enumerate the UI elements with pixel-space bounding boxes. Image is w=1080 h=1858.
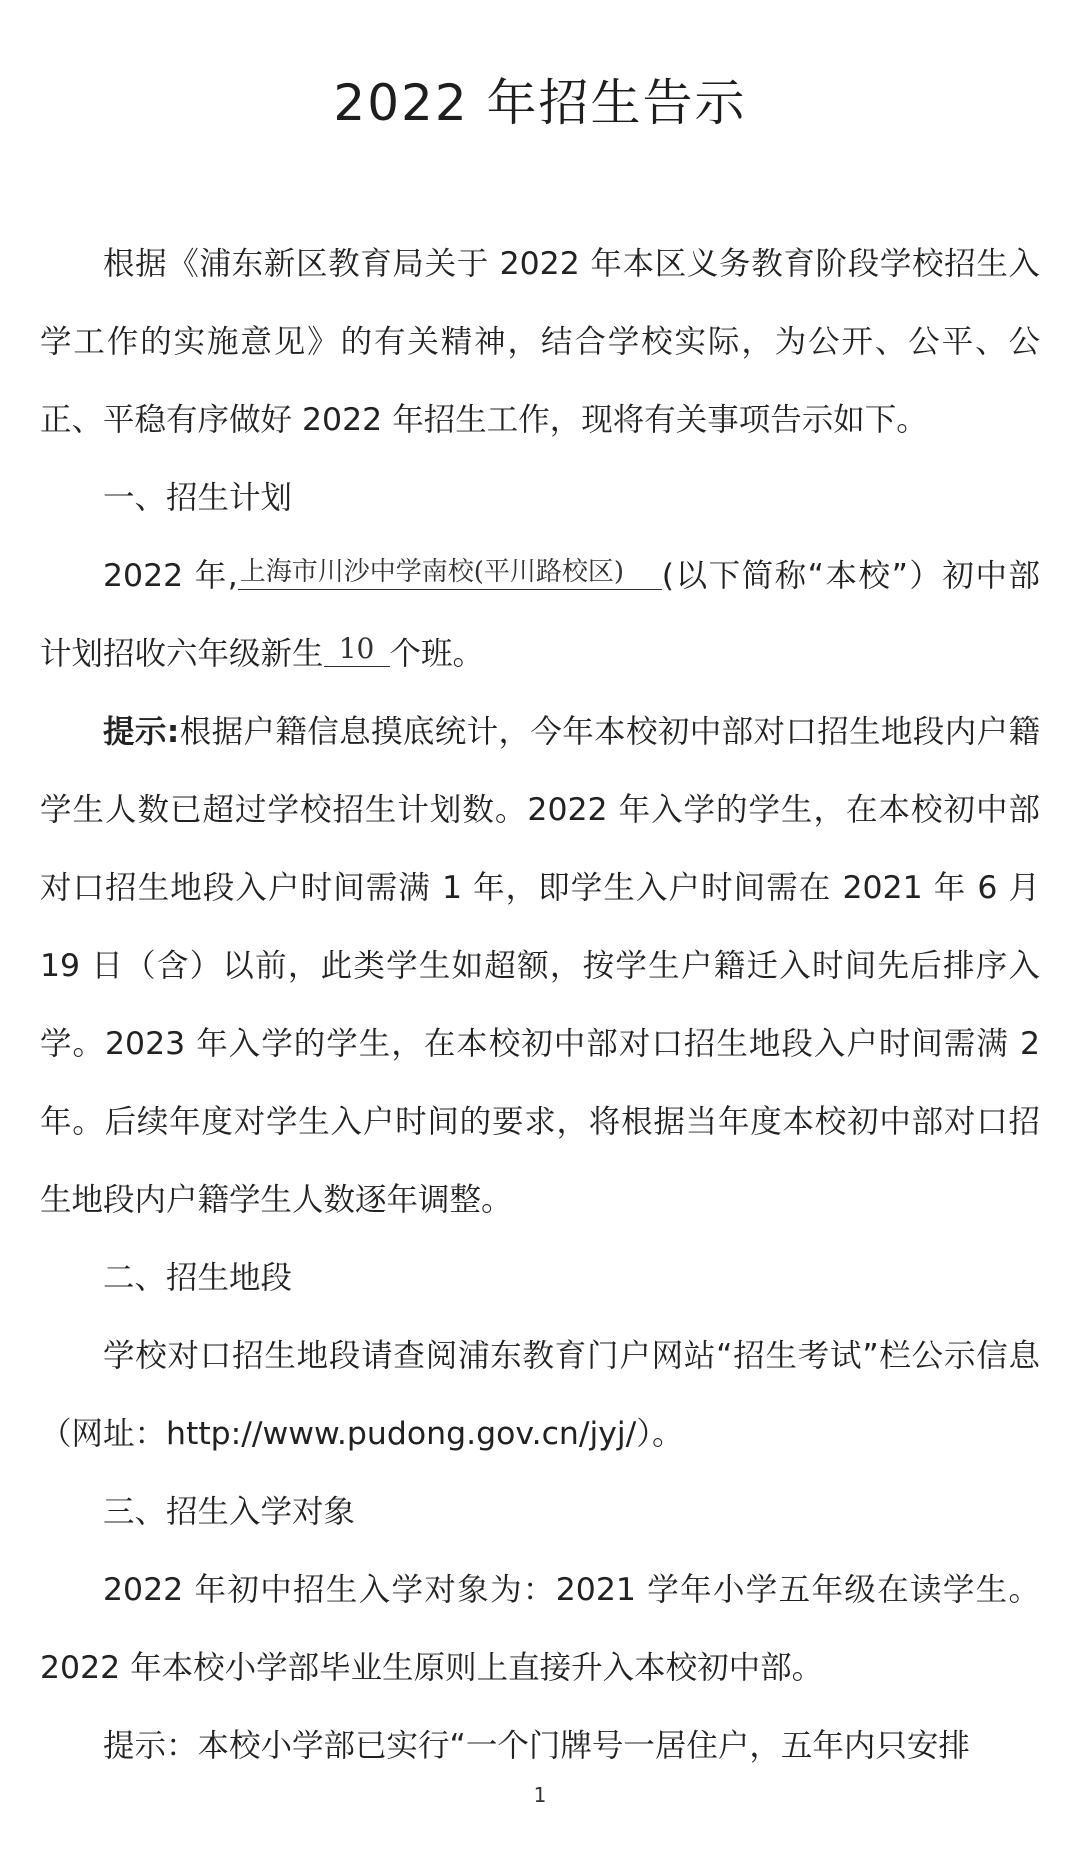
document-body (40, 225, 1040, 1785)
section-heading-district: 二、招生地段 (103, 1260, 293, 1296)
page-number: 1 (533, 1783, 547, 1807)
plan-middle: (以下简称“本校”）初中部计划招收六年级新生 (40, 558, 1040, 672)
section-heading-eligibility: 三、招生入学对象 (103, 1494, 356, 1530)
plan-suffix: 个班。 (389, 636, 485, 672)
district-paragraph: 学校对口招生地段请查阅浦东教育门户网站“招生考试”栏公示信息（网址：http://www.pudong.gov.cn/jyj/）。 (40, 1338, 1040, 1452)
intro-paragraph: 根据《浦东新区教育局关于 2022 年本区义务教育阶段学校招生入学工作的实施意见》的有关精神，结合学校实际，为公开、公平、公正、平稳有序做好 2022 年招生工作，现将有关事项告示如下。 (40, 246, 1040, 438)
plan-paragraph (40, 537, 1040, 693)
page-title: 2022 年招生告示 (333, 74, 747, 132)
eligibility-tip-paragraph: 提示：本校小学部已实行“一个门牌号一居住户，五年内只安排 (103, 1728, 970, 1764)
eligibility-paragraph: 2022 年初中招生入学对象为：2021 学年小学五年级在读学生。2022 年本校小学部毕业生原则上直接升入本校初中部。 (40, 1572, 1040, 1686)
section-heading-plan: 一、招生计划 (103, 480, 293, 516)
plan-tip-paragraph (40, 693, 1040, 1239)
plan-prefix: 2022 年, (103, 558, 238, 594)
tip-text: 根据户籍信息摸底统计，今年本校初中部对口招生地段内户籍学生人数已超过学校招生计划数。2022 年入学的学生，在本校初中部对口招生地段入户时间需满 1 年，即学生入户时间需在 2021 年 6 月 19 日（含）以前，此类学生如超额，按学生户籍迁入时间先后排序入学。2023 年入学的学生，在本校初中部对口招生地段入户时间需满 2 年。后续年度对学生入户时间的要求，将根据当年度本校初中部对口招生地段内户籍学生人数逐年调整。 (40, 714, 1040, 1218)
tip-label: 提示: (103, 714, 180, 750)
handwritten-school-name: 上海市川沙中学南校(平川路校区) (238, 555, 662, 590)
handwritten-class-count: 10 (324, 632, 390, 667)
